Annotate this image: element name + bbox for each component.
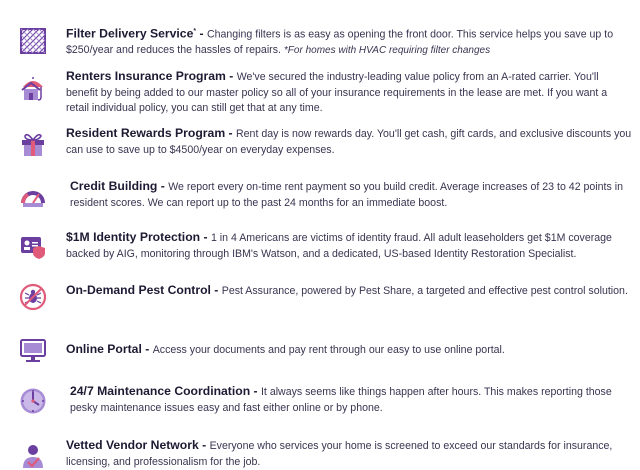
id-card-icon [19, 232, 47, 260]
monitor-icon [19, 337, 47, 365]
benefit-description: Pest Assurance, powered by Pest Share, a targeted and effective pest control solution. [221, 285, 628, 297]
benefit-title: Vetted Vendor Network [66, 438, 199, 452]
benefit-description: We've secured the industry-leading value policy from an A-rated carrier. You'll benefit by being added to our master policy so all of your insurance requirements in the lease are met. If you want a retail individual policy, you can still get that at any time. [66, 71, 608, 114]
benefit-description: Everyone who services your home is screened to exceed our standards for insurance, licensing, and professionalism for the job. [66, 440, 613, 468]
clock-icon [19, 387, 47, 415]
benefit-description: We report every on-time rent payment so you build credit. Average increases of 23 to 42 points in resident scores. We can report up to the past 24 months for an immediate boost. [70, 181, 623, 209]
house-umbrella-icon [19, 75, 47, 103]
benefit-title: Resident Rewards Program [66, 126, 226, 140]
benefit-title: $1M Identity Protection [66, 230, 201, 244]
benefit-title: On-Demand Pest Control [66, 283, 211, 297]
benefit-title: 24/7 Maintenance Coordination [70, 384, 251, 398]
vendor-icon [19, 442, 47, 470]
benefit-footnote: *For homes with HVAC requiring filter changes [283, 45, 491, 57]
benefit-description: Changing filters is as easy as opening the front door. This service helps you save up to $250/year and reduces the hassles of repairs. [66, 28, 614, 57]
benefit-title: Online Portal [66, 342, 142, 356]
pest-icon [19, 283, 47, 311]
benefit-title: Filter Delivery Service [66, 26, 194, 41]
filter-icon [19, 27, 47, 55]
benefit-description: Rent day is now rewards day. You'll get cash, gift cards, and exclusive discounts you can use to save up to $4500/year on everyday expenses. [66, 128, 632, 156]
benefit-title: Renters Insurance Program [66, 69, 226, 83]
benefit-description: It always seems like things happen after hours. This makes reporting those pesky maintenance issues easy and fast either online or by phone. [70, 386, 612, 414]
footnote-marker: * [193, 28, 197, 35]
credit-gauge-icon [19, 181, 47, 209]
benefit-title: Credit Building [70, 179, 158, 193]
benefit-description: 1 in 4 Americans are victims of identity fraud. All adult leaseholders get $1M coverage backed by AIG, monitoring through IBM's Watson, and a dedicated, US-based Identity Restoration Specialist. [66, 232, 612, 260]
gift-icon [19, 130, 47, 158]
benefit-description: Access your documents and pay rent through our easy to use online portal. [152, 344, 505, 356]
